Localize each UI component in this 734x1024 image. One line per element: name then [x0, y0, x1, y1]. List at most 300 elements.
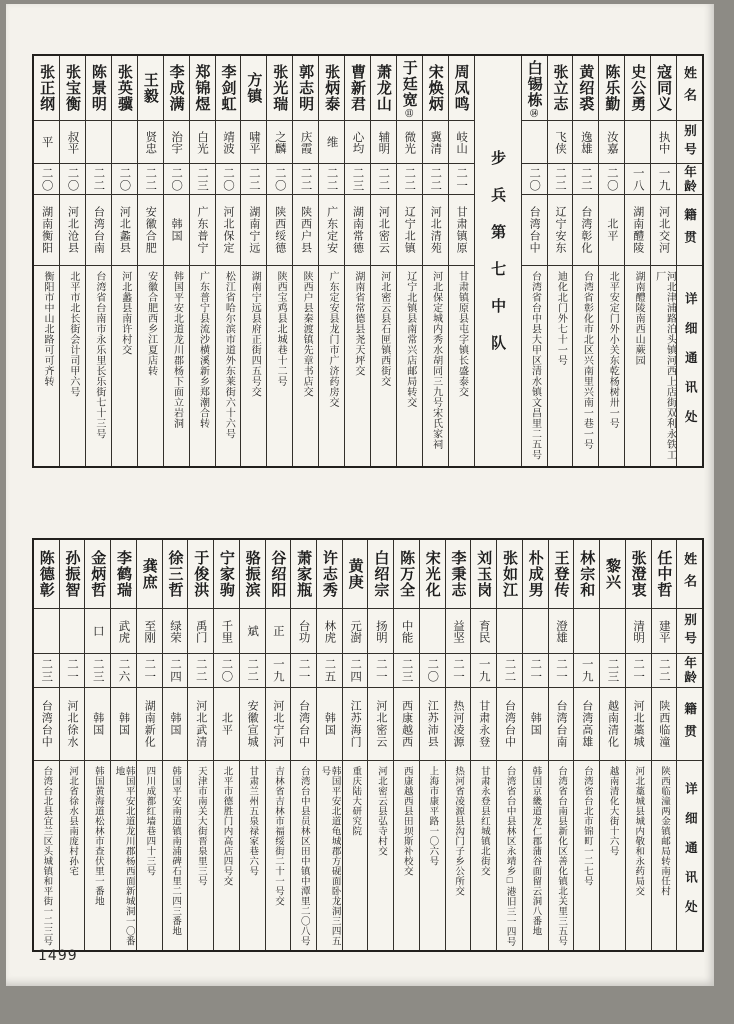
- entry-column: [136, 540, 162, 950]
- entry-origin-cell: 韩国: [317, 688, 342, 761]
- entry-column: [265, 540, 291, 950]
- header-age: 年龄: [677, 164, 702, 195]
- entry-age-cell: 二二: [188, 654, 213, 688]
- entry-origin-cell: 北平: [599, 195, 624, 266]
- entry-address-cell: 韩国京畿道龙仁郡蒲谷面留云洞八番地: [530, 766, 541, 936]
- entry-column: [213, 540, 239, 950]
- entry-age-cell: 二三: [85, 654, 110, 688]
- entry-origin-cell: 台湾台中: [522, 195, 547, 266]
- entry-name-cell: 郭志明: [293, 56, 318, 121]
- entry-alias-cell: 冀清: [423, 121, 448, 164]
- entry-age-cell: 一九: [471, 654, 496, 688]
- entry-alias-cell: [523, 609, 548, 654]
- entry-address-cell: 河北密云县弘寺村交: [375, 766, 386, 856]
- entry-name-cell: 于廷宽 ⑪: [397, 56, 422, 121]
- entry-name-cell: 林宗和: [574, 540, 599, 609]
- entry-column: [344, 56, 370, 466]
- entry-age-cell: 二二: [573, 164, 598, 195]
- entry-name-cell: 寇同义: [651, 56, 676, 121]
- entry-address-cell: 松江省哈尔滨市道外东莱街六十六号: [223, 271, 235, 439]
- entry-address-cell: 韩国平安南道镇南浦碑石里二四三番地: [170, 766, 181, 936]
- entry-age-cell: 二一: [446, 654, 471, 688]
- entry-address-cell: 韩国平安北道龟城郡方砚面卧龙洞三四五号: [319, 766, 340, 946]
- entry-name-cell: 许志秀: [317, 540, 342, 609]
- entry-origin-cell: 广东普宁: [190, 195, 215, 266]
- entry-age-cell: 二二: [397, 164, 422, 195]
- entry-column: [522, 540, 548, 950]
- entry-column: [370, 56, 396, 466]
- entry-origin-cell: 韩国: [523, 688, 548, 761]
- entry-alias-cell: [574, 609, 599, 654]
- entry-origin-cell: 热河凌源: [446, 688, 471, 761]
- unit-divider-label: 步兵第七中队: [489, 150, 506, 372]
- entry-age-cell: 二〇: [60, 164, 85, 195]
- entry-address-cell: 台湾省台南市永乐里长乐街七十三号: [93, 271, 105, 439]
- entry-age-cell: 二四: [163, 654, 188, 688]
- roster-table-bottom: [32, 538, 704, 952]
- entry-origin-cell: 河北保定: [216, 195, 241, 266]
- entry-age-cell: 二二: [138, 164, 163, 195]
- entry-column: [496, 540, 522, 950]
- entry-column: [598, 56, 624, 466]
- header-name: 姓名: [677, 540, 702, 609]
- entry-column: [625, 540, 651, 950]
- entry-origin-cell: 河北宁河: [266, 688, 291, 761]
- entry-address-cell: 陕西临潼两金镇邮局转南任村: [659, 766, 670, 896]
- entry-address-cell: 韩国平安北道龙川郡杨西面新城洞一〇番地: [113, 766, 134, 946]
- header-age: 年龄: [677, 654, 702, 688]
- entry-name-cell: 徐三哲: [163, 540, 188, 609]
- entry-name-cell: 白锡栋 ⑭: [522, 56, 547, 121]
- entry-name-cell: 陈德彰: [34, 540, 59, 609]
- entry-age-cell: 二〇: [420, 654, 445, 688]
- entry-alias-cell: 口: [85, 609, 110, 654]
- entry-origin-cell: 陕西户县: [293, 195, 318, 266]
- entry-alias-cell: [112, 121, 137, 164]
- entry-address-cell: 台湾省台南县新化区善化镇北关里三五号: [556, 766, 567, 946]
- entry-alias-cell: 正: [266, 609, 291, 654]
- entry-age-cell: 二〇: [267, 164, 292, 195]
- entry-age-cell: 二〇: [164, 164, 189, 195]
- entry-origin-cell: 辽宁北镇: [397, 195, 422, 266]
- entry-age-cell: 二二: [423, 164, 448, 195]
- entry-column: [448, 56, 474, 466]
- entry-address-cell: 湖南醴陵南西山蕨园: [633, 271, 645, 366]
- entry-origin-cell: 河北藁城: [626, 688, 651, 761]
- entry-alias-cell: 清明: [626, 609, 651, 654]
- entry-alias-cell: 维: [319, 121, 344, 164]
- entry-name-cell: 张如江: [497, 540, 522, 609]
- entry-age-cell: 二二: [652, 654, 677, 688]
- entry-alias-cell: 啸平: [241, 121, 266, 164]
- entry-column: [111, 56, 137, 466]
- entry-age-cell: 二一: [626, 654, 651, 688]
- entry-address-cell: 台湾台北县宜兰区头城镇和平街一二三号: [41, 766, 52, 946]
- entry-alias-cell: [600, 609, 625, 654]
- entry-address-cell: 迪化北门外七十一号: [555, 271, 567, 366]
- entry-alias-cell: 建平: [652, 609, 677, 654]
- entry-origin-cell: 辽宁安东: [548, 195, 573, 266]
- entry-name-cell: 张立志: [548, 56, 573, 121]
- entry-name-cell: 宁家驹: [214, 540, 239, 609]
- entry-address-cell: 台湾省台中县大甲区清水镇文昌里二五号: [529, 271, 541, 460]
- entry-alias-cell: 育民: [471, 609, 496, 654]
- entry-name-cell: 萧龙山: [371, 56, 396, 121]
- entry-age-cell: 二一: [549, 654, 574, 688]
- entry-name-cell: 郑锦煜: [190, 56, 215, 121]
- entry-column: [84, 540, 110, 950]
- entry-column: [34, 56, 59, 466]
- entry-alias-cell: 靖波: [216, 121, 241, 164]
- entry-age-cell: 二二: [293, 164, 318, 195]
- entry-alias-cell: [522, 121, 547, 164]
- entry-origin-cell: 湖南醴陵: [625, 195, 650, 266]
- entry-name-cell: 陈乐勤: [599, 56, 624, 121]
- entry-age-cell: 二二: [241, 164, 266, 195]
- entry-column: [419, 540, 445, 950]
- entry-address-cell: 安徽合肥西乡江夏店转: [145, 271, 157, 376]
- entry-alias-cell: 斌: [240, 609, 265, 654]
- entry-alias-cell: 武虎: [111, 609, 136, 654]
- entry-age-cell: 二一: [60, 654, 85, 688]
- entry-column: [445, 540, 471, 950]
- header-address: 详细通讯处: [683, 292, 698, 440]
- entry-address-cell: 陕西宝鸡县北城巷十二号: [275, 271, 287, 387]
- entry-column: [110, 540, 136, 950]
- entry-age-cell: 二五: [317, 654, 342, 688]
- entry-origin-cell: 河北清苑: [423, 195, 448, 266]
- unit-divider-column: [474, 56, 521, 466]
- header-alias: 别号: [677, 121, 702, 164]
- entry-age-cell: 二三: [190, 164, 215, 195]
- entry-address-cell: 台湾省台北市锦町一二七号: [581, 766, 592, 886]
- entry-name-cell: 萧家瓶: [291, 540, 316, 609]
- entry-column: [342, 540, 368, 950]
- entry-alias-cell: 之麟: [267, 121, 292, 164]
- entry-name-cell: 陈万全: [394, 540, 419, 609]
- entry-alias-cell: 平: [34, 121, 59, 164]
- entry-address-cell: 韩国平安北道龙川郡杨下面立岩洞: [171, 271, 183, 429]
- entry-address-cell: 北平市北长街会计司甲六号: [67, 271, 79, 397]
- entry-name-cell: 李秉志: [446, 540, 471, 609]
- entry-address-cell: 四川成都红墙巷四十三号: [144, 766, 155, 876]
- entry-age-cell: 一九: [651, 164, 676, 195]
- entry-age-cell: 二二: [319, 164, 344, 195]
- entry-age-cell: 一九: [574, 654, 599, 688]
- entry-address-cell: 河北密云县石匣镇西街交: [378, 271, 390, 387]
- entry-address-cell: 上海市康平路一〇六号: [427, 766, 438, 866]
- entry-address-cell: 衡阳市中山北路可可齐转: [42, 271, 54, 387]
- entry-address-cell: 越南清化大街十六号: [607, 766, 618, 856]
- entry-address-cell: 广东定安县龙门市广济药房交: [326, 271, 338, 408]
- entry-name-cell: 张宝衡: [60, 56, 85, 121]
- entry-age-cell: 一九: [266, 654, 291, 688]
- entry-origin-cell: 江苏海门: [343, 688, 368, 761]
- entry-origin-cell: 湖南宁远: [241, 195, 266, 266]
- entry-column: [290, 540, 316, 950]
- entry-origin-cell: 河北沧县: [60, 195, 85, 266]
- entry-alias-cell: 扬明: [368, 609, 393, 654]
- entry-origin-cell: 韩国: [85, 688, 110, 761]
- entry-column: [393, 540, 419, 950]
- entry-alias-cell: 治宇: [164, 121, 189, 164]
- entry-name-cell: 方镇: [241, 56, 266, 121]
- entry-address-cell: 陕西户县秦渡镇先章书店交: [301, 271, 313, 397]
- entry-name-cell: 宋光化: [420, 540, 445, 609]
- entry-age-cell: 二二: [371, 164, 396, 195]
- entry-name-cell: 王毅: [138, 56, 163, 121]
- entry-alias-cell: [625, 121, 650, 164]
- entry-age-cell: 二一: [291, 654, 316, 688]
- header-column: [676, 540, 702, 950]
- entry-column: [85, 56, 111, 466]
- entry-name-cell: 黄庚: [343, 540, 368, 609]
- entry-alias-cell: [420, 609, 445, 654]
- entry-origin-cell: 台湾高雄: [574, 688, 599, 761]
- entry-origin-cell: 甘肃镇原: [449, 195, 474, 266]
- entry-address-cell: 河北津浦路泊头镇河西上店街双利永铁工厂: [653, 271, 676, 460]
- entry-column: [650, 56, 676, 466]
- entry-age-cell: 二一: [368, 654, 393, 688]
- entry-alias-cell: 飞侠: [548, 121, 573, 164]
- entry-name-cell: 骆振滨: [240, 540, 265, 609]
- header-column: [676, 56, 702, 466]
- entry-column: [521, 56, 547, 466]
- entry-address-cell: 热河省凌源县沟门子乡公所交: [453, 766, 464, 896]
- header-address: 详细通讯处: [683, 781, 698, 930]
- entry-address-cell: 台湾省彰化市北区兴南里兴南一巷一号: [581, 271, 593, 450]
- entry-alias-cell: 台功: [291, 609, 316, 654]
- entry-column: [318, 56, 344, 466]
- entry-address-cell: 湖南宁远县府正街四五号交: [249, 271, 261, 397]
- entry-origin-cell: 台湾台南: [549, 688, 574, 761]
- entry-address-cell: 甘肃兰州五泉禄家巷六号: [247, 766, 258, 876]
- entry-origin-cell: 台湾台中: [34, 688, 59, 761]
- entry-column: [651, 540, 677, 950]
- entry-name-cell: 李鹤瑞: [111, 540, 136, 609]
- entry-address-cell: 北平安定门外小关东乾杨树卅一号: [607, 271, 619, 429]
- entry-origin-cell: 河北蠡县: [112, 195, 137, 266]
- entry-origin-cell: 越南清化: [600, 688, 625, 761]
- entry-age-cell: 二〇: [112, 164, 137, 195]
- entry-name-cell: 史公勇: [625, 56, 650, 121]
- entry-column: [624, 56, 650, 466]
- entry-alias-cell: 至刚: [137, 609, 162, 654]
- entry-column: [316, 540, 342, 950]
- entry-name-cell: 朴成男: [523, 540, 548, 609]
- entry-age-cell: 二二: [240, 654, 265, 688]
- header-origin: 籍贯: [677, 688, 702, 761]
- entry-origin-cell: 广东定安: [319, 195, 344, 266]
- entry-address-cell: 西康越西县田坝斯补校交: [401, 766, 412, 876]
- entry-alias-cell: 贤忠: [138, 121, 163, 164]
- entry-address-cell: 天津市南关大街晋泉里三号: [195, 766, 206, 886]
- entry-column: [59, 540, 85, 950]
- entry-age-cell: 二一: [137, 654, 162, 688]
- entry-alias-cell: [497, 609, 522, 654]
- entry-origin-cell: 江苏沛县: [420, 688, 445, 761]
- entry-alias-cell: 白光: [190, 121, 215, 164]
- entry-age-cell: 二〇: [599, 164, 624, 195]
- entry-column: [396, 56, 422, 466]
- entry-alias-cell: 绿荣: [163, 609, 188, 654]
- entry-alias-cell: 中能: [394, 609, 419, 654]
- entry-origin-cell: 西康越西: [394, 688, 419, 761]
- entry-name-cell: 金炳哲: [85, 540, 110, 609]
- entry-address-cell: 河北省徐水县南庞村孙宅: [67, 766, 78, 876]
- entry-address-cell: 河北蠡县南许村交: [119, 271, 131, 355]
- entry-age-cell: 二一: [523, 654, 548, 688]
- entry-address-cell: 湖南省常德县尧天坪交: [352, 271, 364, 376]
- entry-age-cell: 二六: [111, 654, 136, 688]
- entry-alias-cell: 心均: [345, 121, 370, 164]
- entry-age-cell: 二二: [548, 164, 573, 195]
- entry-column: [422, 56, 448, 466]
- entry-origin-cell: 河北密云: [368, 688, 393, 761]
- entry-address-cell: 甘肃永登县红城镇北街交: [478, 766, 489, 876]
- entry-name-cell: 于俊洪: [188, 540, 213, 609]
- entry-address-cell: 韩国黄海道松林市查伏里一番地: [92, 766, 103, 906]
- entry-alias-cell: 庆霞: [293, 121, 318, 164]
- entry-alias-cell: 执中: [651, 121, 676, 164]
- entry-origin-cell: 湖南常德: [345, 195, 370, 266]
- entry-column: [573, 540, 599, 950]
- entry-alias-cell: 微光: [397, 121, 422, 164]
- entry-age-cell: 二三: [600, 654, 625, 688]
- header-name: 姓名: [677, 56, 702, 121]
- entry-origin-cell: 河北密云: [371, 195, 396, 266]
- page-number: 1499: [38, 948, 78, 964]
- entry-column: [547, 56, 573, 466]
- entry-name-cell: 孙振智: [60, 540, 85, 609]
- entry-name-cell: 张英骥: [112, 56, 137, 121]
- entry-alias-cell: 岐山: [449, 121, 474, 164]
- entry-alias-cell: 叔平: [60, 121, 85, 164]
- entry-name-cell: 谷绍阳: [266, 540, 291, 609]
- entry-address-cell: 广东普宁县流沙横溪新乡郑潮合转: [197, 271, 209, 429]
- entry-origin-cell: 河北交河: [651, 195, 676, 266]
- entry-origin-cell: 台湾台南: [86, 195, 111, 266]
- entry-name-cell: 李成满: [164, 56, 189, 121]
- entry-alias-cell: 千里: [214, 609, 239, 654]
- entry-column: [266, 56, 292, 466]
- entry-alias-cell: 元澍: [343, 609, 368, 654]
- entry-column: [367, 540, 393, 950]
- entry-annotation-mark: ⑪: [404, 108, 414, 117]
- roster-table-top: [32, 54, 704, 468]
- entry-alias-cell: 辅明: [371, 121, 396, 164]
- entry-name-cell: 张正纲: [34, 56, 59, 121]
- entry-name-cell: 周凤鸣: [449, 56, 474, 121]
- entry-alias-cell: 林虎: [317, 609, 342, 654]
- entry-age-cell: 一八: [625, 164, 650, 195]
- entry-origin-cell: 安徽宣城: [240, 688, 265, 761]
- entry-name-cell: 任中哲: [652, 540, 677, 609]
- entry-alias-cell: 汝嘉: [599, 121, 624, 164]
- entry-alias-cell: 逸雄: [573, 121, 598, 164]
- entry-column: [239, 540, 265, 950]
- entry-origin-cell: 安徽合肥: [138, 195, 163, 266]
- entry-origin-cell: 甘肃永登: [471, 688, 496, 761]
- entry-address-cell: 台湾台中县员林区田中镇中潭里二〇八号: [298, 766, 309, 946]
- entry-name-cell: 陈景明: [86, 56, 111, 121]
- entry-alias-cell: 澄雄: [549, 609, 574, 654]
- entry-name-cell: 刘玉岗: [471, 540, 496, 609]
- entry-name-cell: 黎兴: [600, 540, 625, 609]
- entry-age-cell: 二〇: [214, 654, 239, 688]
- entry-alias-cell: [86, 121, 111, 164]
- header-origin: 籍贯: [677, 195, 702, 266]
- entry-origin-cell: 湖南衡阳: [34, 195, 59, 266]
- entry-column: [240, 56, 266, 466]
- entry-age-cell: 二一: [449, 164, 474, 195]
- entry-address-cell: 重庆陆大研究院: [350, 766, 361, 836]
- entry-origin-cell: 韩国: [163, 688, 188, 761]
- entry-age-cell: 二〇: [34, 164, 59, 195]
- entry-alias-cell: [60, 609, 85, 654]
- entry-origin-cell: 河北武清: [188, 688, 213, 761]
- entry-age-cell: 二〇: [216, 164, 241, 195]
- entry-name-cell: 宋焕炳: [423, 56, 448, 121]
- entry-age-cell: 二三: [34, 654, 59, 688]
- entry-address-cell: 台湾省台中县林区永靖乡□港旧三一四号: [504, 766, 515, 947]
- entry-column: [599, 540, 625, 950]
- entry-age-cell: 二三: [394, 654, 419, 688]
- entry-alias-cell: [34, 609, 59, 654]
- entry-name-cell: 龚庶: [137, 540, 162, 609]
- entry-origin-cell: 台湾彰化: [573, 195, 598, 266]
- entry-origin-cell: 韩国: [164, 195, 189, 266]
- entry-column: [34, 540, 59, 950]
- entry-column: [215, 56, 241, 466]
- entry-address-cell: 甘肃镇原县屯字镇长盛泰交: [456, 271, 468, 397]
- entry-annotation-mark: ⑭: [529, 108, 539, 117]
- entry-column: [162, 540, 188, 950]
- entry-age-cell: 二二: [497, 654, 522, 688]
- entry-origin-cell: 湖南新化: [137, 688, 162, 761]
- entry-origin-cell: 台湾台中: [497, 688, 522, 761]
- entry-age-cell: 二三: [345, 164, 370, 195]
- header-alias: 别号: [677, 609, 702, 654]
- entry-name-cell: 白绍宗: [368, 540, 393, 609]
- entry-origin-cell: 陕西临潼: [652, 688, 677, 761]
- entry-name-cell: 张炳泰: [319, 56, 344, 121]
- entry-name-cell: 张澄衷: [626, 540, 651, 609]
- entry-name-cell: 张光瑞: [267, 56, 292, 121]
- entry-origin-cell: 北平: [214, 688, 239, 761]
- entry-column: [548, 540, 574, 950]
- entry-address-cell: 河北藁城县城内敬和永药局交: [633, 766, 644, 896]
- entry-column: [59, 56, 85, 466]
- entry-alias-cell: 禹门: [188, 609, 213, 654]
- entry-column: [292, 56, 318, 466]
- entry-column: [163, 56, 189, 466]
- entry-address-cell: 河北保定城内秀水胡同三九号宋氏家祠: [430, 271, 442, 450]
- entry-age-cell: 二〇: [522, 164, 547, 195]
- entry-origin-cell: 台湾台中: [291, 688, 316, 761]
- entry-origin-cell: 韩国: [111, 688, 136, 761]
- entry-address-cell: 辽宁北镇县南常兴店邮局转交: [404, 271, 416, 408]
- entry-name-cell: 李剑虹: [216, 56, 241, 121]
- entry-name-cell: 曹新君: [345, 56, 370, 121]
- entry-column: [187, 540, 213, 950]
- entry-origin-cell: 河北徐水: [60, 688, 85, 761]
- entry-name-cell: 王登传: [549, 540, 574, 609]
- entry-column: [189, 56, 215, 466]
- entry-address-cell: 北平市德胜门内高店四号交: [221, 766, 232, 886]
- entry-column: [470, 540, 496, 950]
- scanned-page: [6, 4, 714, 986]
